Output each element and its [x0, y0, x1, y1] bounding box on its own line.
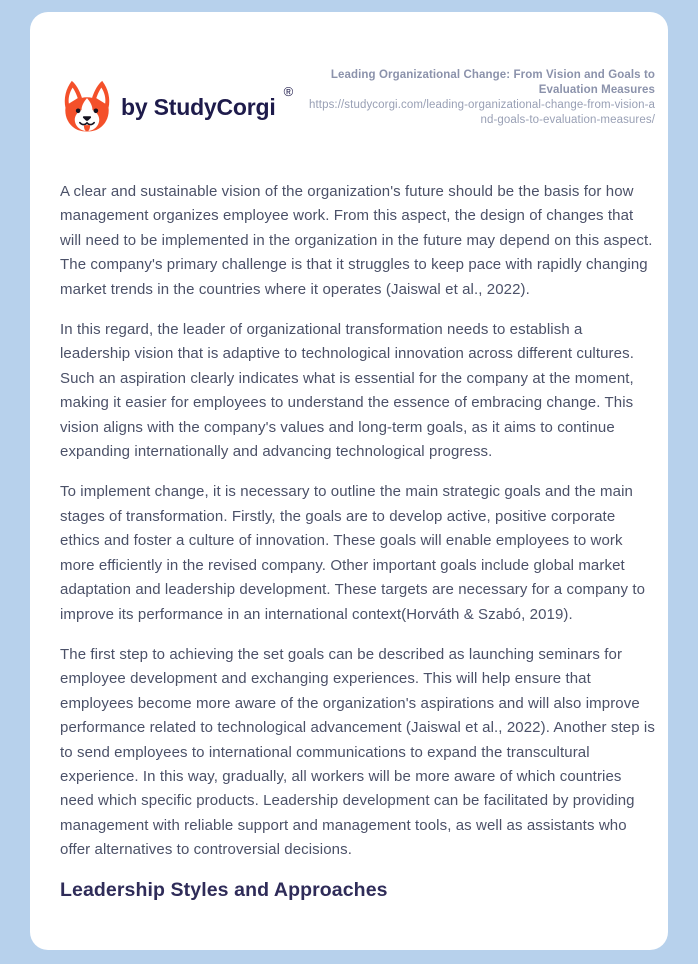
document-title: Leading Organizational Change: From Vision and Goals to Evaluation Measures [330, 69, 655, 96]
article-body [60, 180, 655, 902]
paragraph: The first step to achieving the set goals can be described as launching seminars for employee development and exchanging experiences. This will help ensure that employees become more aware of the organization's aspirations and will also improve performance related to technological advancement (Jaiswal et al., 2022). Another step is to send employees to international communications to expand the transcultural experience. In this way, gradually, all workers will be more aware of which countries need which specific products. Leadership development can be facilitated by providing management with reliable support and management tools, as well as assistants who offer alternatives to controversial decisions. [60, 645, 655, 859]
registered-trademark-symbol: ® [283, 84, 294, 99]
document-card [30, 12, 668, 950]
paragraph: A clear and sustainable vision of the organization's future should be the basis for how management organizes employee work. From this aspect, the design of changes that will need to be implemented in the organization in the future may depend on this aspect. The company's primary challenge is that it struggles to keep pace with rapidly changing market trends in the countries where it operates (Jaiswal et al., 2022). [60, 183, 653, 298]
document-header [60, 67, 655, 136]
section-heading: Leadership Styles and Approaches [60, 878, 388, 901]
document-url-link[interactable]: https://studycorgi.com/leading-organizational-change-from-vision-and-goals-to-evaluation-measures/ [308, 99, 655, 126]
paragraph: To implement change, it is necessary to outline the main strategic goals and the main stages of transformation. Firstly, the goals are to develop active, positive corporate ethics and foster a culture of innovation. These goals will enable employees to work more efficiently in the revised company. Other important goals include global market adaptation and leadership development. These targets are necessary for a company to improve its performance in an international context(Horváth & Szabó, 2019). [60, 483, 646, 623]
document-meta [303, 67, 655, 127]
paragraph: In this regard, the leader of organizational transformation needs to establish a leadership vision that is adaptive to technological innovation across different cultures. Such an aspiration clearly indicates what is essential for the company at the moment, making it easier for employees to understand the essence of embracing change. This vision aligns with the company's values and long-term goals, as it aims to continue expanding internationally and advancing technological progress. [60, 321, 634, 461]
studycorgi-brand[interactable] [60, 78, 293, 136]
brand-name: by StudyCorgi [121, 93, 276, 120]
corgi-logo-icon [60, 78, 114, 136]
